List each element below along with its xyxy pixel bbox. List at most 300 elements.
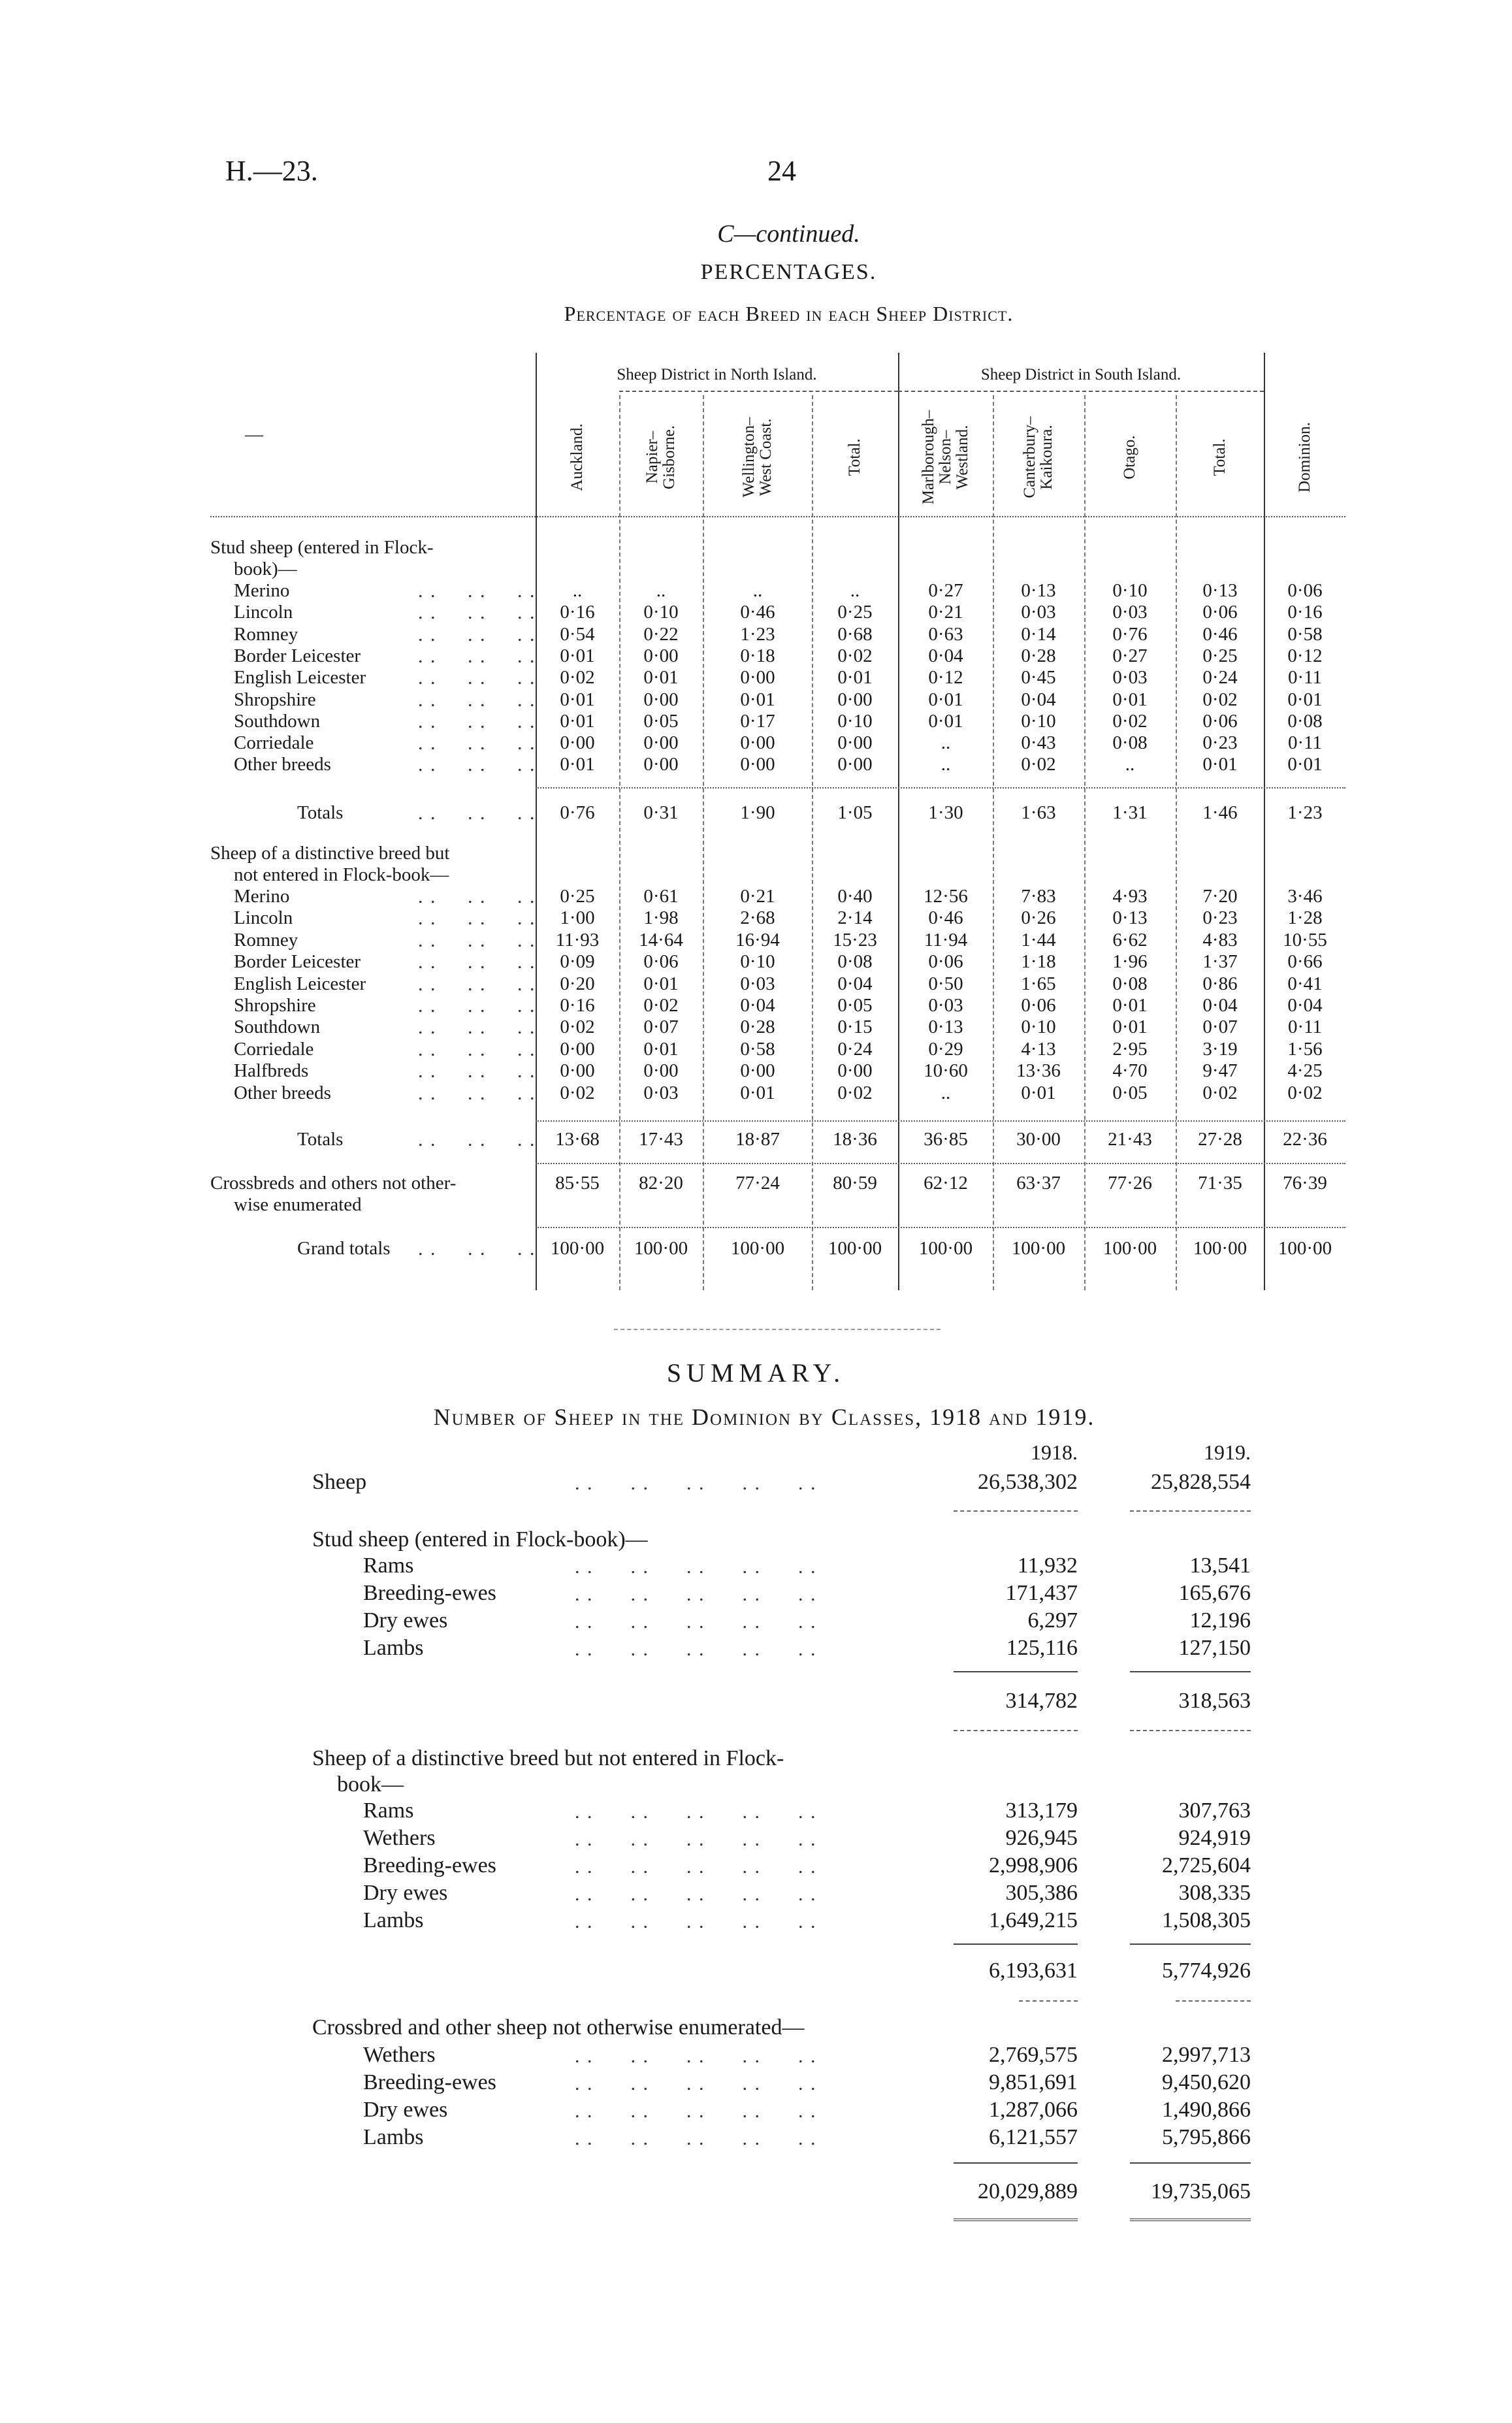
stud-row-label: Merino [234,580,290,601]
stud-row-value: 0·46 [740,602,775,623]
table-rule-section1 [536,787,1345,789]
distinctive-summary-row-1918: 305,386 [1005,1881,1078,1905]
stud-summary-row-1919: 165,676 [1178,1581,1251,1605]
column-header: Total. [1211,438,1229,476]
distinctive-row-value: 10·55 [1283,930,1327,951]
crossbred-summary-row-label: Wethers [363,2043,436,2067]
summary-rule [954,1730,1078,1731]
distinctive-row-value: 0·02 [1287,1082,1323,1103]
distinctive-row-label: Corriedale [234,1039,314,1060]
distinctive-row-label: Border Leicester [234,951,361,972]
distinctive-row-value: 0·02 [1202,1082,1238,1103]
stud-row-value: 0·02 [1021,754,1056,775]
distinctive-row-value: 0·24 [837,1039,873,1060]
dot-leader: . . . . . . . . . . [575,2045,817,2067]
group-header-north: Sheep District in North Island. [617,366,817,383]
crossbreds-value: 77·24 [735,1173,780,1194]
stud-row-value: 0·18 [740,645,775,666]
distinctive-row-value: 0·01 [1112,995,1148,1016]
percentages-title: PERCENTAGES. [700,260,877,284]
stud-summary-row-1919: 127,150 [1178,1636,1251,1660]
stud-row-label: Shropshire [234,689,316,710]
distinctive-summary-row-1918: 2,998,906 [989,1853,1078,1878]
distinctive-total-1918: 6,193,631 [989,1959,1078,1983]
distinctive-row-value: 0·00 [560,1060,595,1081]
crossbred-total-1919: 19,735,065 [1151,2179,1251,2203]
column-header: Otago. [1121,435,1138,480]
column-header: Marlborough–Nelson–Westland. [920,410,971,505]
distinctive-row-value: 0·07 [643,1016,679,1037]
distinctive-summary-row-1918: 926,945 [1005,1826,1078,1850]
distinctive-row-value: 10·60 [924,1060,968,1081]
grand-totals-value: 100·00 [1278,1238,1332,1259]
table-rule-header [210,516,1345,517]
crossbreds-value: 71·35 [1198,1173,1242,1194]
distinctive-row-value: 0·26 [1021,907,1056,928]
distinctive-row-value: 0·20 [560,973,595,994]
stud-row-value: 0·08 [1287,711,1323,732]
table-rule-vertical [898,353,899,1290]
stud-summary-row-1918: 11,932 [1017,1553,1078,1578]
table-rule-vertical-thin [993,395,994,1290]
distinctive-row-value: 0·00 [643,1060,679,1081]
crossbred-summary-row-1918: 6,121,557 [989,2125,1078,2149]
stud-row-value: 0·01 [1202,754,1238,775]
stud-row-value: 0·22 [643,624,679,645]
stud-row-value: 0·01 [643,667,679,688]
stud-row-value: 0·02 [560,667,595,688]
distinctive-summary-row-1919: 924,919 [1178,1826,1251,1850]
subtotal-rule [954,2162,1078,2164]
table-rule-vertical-thin [1084,395,1086,1290]
distinctive-row-value: 1·65 [1021,973,1056,994]
dot-leader: . . . . . . . . . . [575,1611,817,1633]
distinctive-row-value: 0·03 [928,995,963,1016]
stud-row-value: 0·13 [1021,580,1056,601]
distinctive-row-value: 0·40 [837,886,873,907]
dot-leader: . . . . . . [418,951,536,973]
distinctive-row-value: 0·04 [1202,995,1238,1016]
distinctive-row-value: 0·07 [1202,1016,1238,1037]
crossbred-summary-row-1918: 2,769,575 [989,2043,1078,2067]
distinctive-row-value: 0·03 [740,973,775,994]
stud-row-value: 0·01 [1112,689,1148,710]
distinctive-row-label: Southdown [234,1016,321,1037]
stud-summary-row-1918: 171,437 [1005,1581,1078,1605]
distinctive-summary-row-label: Rams [363,1798,414,1823]
distinctive-row-value: 2·68 [740,907,775,928]
crossbreds-value: 77·26 [1108,1173,1152,1194]
stud-row-value: 0·01 [928,711,963,732]
dot-leader: . . . . . . [418,907,536,929]
stud-totals-value: 1·31 [1112,802,1148,823]
stud-row-value: 0·00 [643,645,679,666]
distinctive-row-value: 0·06 [643,951,679,972]
stud-summary-row-label: Lambs [363,1636,424,1660]
dot-leader: . . . . . . [418,602,536,623]
stud-summary-row-1918: 125,116 [1006,1636,1078,1660]
stud-row-value: 0·01 [1287,689,1323,710]
sheep-row-1918: 26,538,302 [978,1470,1078,1494]
table-rule-vertical-thin [812,395,813,1290]
distinctive-row-value: 0·02 [560,1082,595,1103]
stud-heading: Stud sheep (entered in Flock-book)— [312,1527,648,1552]
crossbred-summary-row-1919: 9,450,620 [1162,2070,1251,2094]
stud-row-value: .. [850,580,860,601]
crossbred-summary-row-1918: 9,851,691 [989,2070,1078,2094]
crossbred-heading: Crossbred and other sheep not otherwise enumerated— [312,2015,805,2040]
distinctive-row-value: 0·01 [643,1039,679,1060]
distinctive-row-value: 0·10 [740,951,775,972]
stud-row-value: .. [656,580,666,601]
dot-leader: . . . . . . . . . . [575,1911,817,1932]
sheep-row-label: Sheep [312,1470,367,1494]
stud-row-value: 1·23 [740,624,775,645]
stud-summary-row-label: Rams [363,1553,414,1578]
stud-totals-value: 1·90 [740,802,775,823]
table-rule-vertical-thin [1176,395,1177,1290]
summary-title: SUMMARY. [666,1358,846,1388]
stud-totals-value: 1·46 [1202,802,1238,823]
distinctive-row-value: 1·00 [560,907,595,928]
stud-row-value: 0·05 [643,711,679,732]
distinctive-heading: book— [337,1772,404,1797]
dot-leader: . . . . . . . . . . [575,2073,817,2094]
stud-row-value: 0·10 [643,602,679,623]
stud-row-value: 0·04 [928,645,963,666]
stud-row-value: 0·01 [560,754,595,775]
stud-row-value: 0·43 [1021,732,1056,753]
distinctive-row-value: 0·06 [1021,995,1056,1016]
stud-row-value: 0·14 [1021,624,1056,645]
distinctive-row-value: 0·41 [1287,973,1323,994]
dot-leader: . . . . . . . . . . [575,1883,817,1905]
distinctive-row-value: 11·93 [555,930,600,951]
section-heading: Sheep of a distinctive breed but [210,843,450,864]
grand-totals-value: 100·00 [634,1238,688,1259]
table-rule-crossbred [536,1227,1345,1228]
distinctive-row-value: 15·23 [833,930,877,951]
distinctive-summary-row-1919: 307,763 [1178,1798,1251,1823]
stud-row-value: 0·04 [1021,689,1056,710]
dot-leader: . . . . . . [418,1082,536,1104]
grand-totals-value: 100·00 [1011,1238,1066,1259]
distinctive-row-value: 0·28 [740,1016,775,1037]
distinctive-total-1919: 5,774,926 [1162,1959,1251,1983]
distinctive-row-value: 0·13 [928,1016,963,1037]
stud-row-value: 0·24 [1202,667,1238,688]
stud-row-value: 0·27 [1112,645,1148,666]
table-rule-top [619,391,898,392]
dot-leader: . . . . . . . . . . [575,1638,817,1660]
crossbreds-value: 82·20 [639,1173,683,1194]
stud-row-value: 0·03 [1021,602,1056,623]
distinctive-row-value: 0·02 [560,1016,595,1037]
year-header-1919: 1919. [1204,1440,1251,1464]
distinctive-row-value: 1·56 [1287,1039,1323,1060]
table-rule-bottom [614,1329,941,1330]
dot-leader: . . . . . . [418,930,536,951]
section-heading: not entered in Flock-book— [234,864,449,885]
distinctive-row-value: 11·94 [924,930,968,951]
stud-row-value: 0·23 [1202,732,1238,753]
table-rule-top [898,391,1264,392]
page-number: 24 [767,155,796,187]
table-rule-totals [536,1163,1345,1164]
distinctive-row-value: 1·18 [1021,951,1056,972]
dot-leader: . . . . . . [418,1060,536,1082]
stud-row-value: .. [752,580,763,601]
crossbred-summary-row-label: Lambs [363,2125,424,2149]
distinctive-row-label: Romney [234,930,298,951]
stud-row-value: 0·00 [643,754,679,775]
distinctive-row-value: 6·62 [1112,930,1148,951]
stud-row-label: English Leicester [234,667,366,688]
dot-leader: . . . . . . [418,995,536,1016]
stud-row-value: 0·21 [928,602,963,623]
stud-total-1919: 318,563 [1178,1689,1251,1713]
stud-row-value: 0·58 [1287,624,1323,645]
dot-leader: . . . . . . [418,624,536,645]
distinctive-row-value: 0·04 [1287,995,1323,1016]
stud-row-value: 0·76 [1112,624,1148,645]
sheep-row-1919: 25,828,554 [1151,1470,1251,1494]
dot-leader: . . . . . . [418,754,536,775]
grand-totals-value: 100·00 [730,1238,785,1259]
summary-rule [1019,2000,1078,2002]
distinctive-summary-row-1919: 1,508,305 [1162,1908,1251,1932]
table-rule-vertical-thin [703,395,704,1290]
distinctive-summary-row-1919: 308,335 [1178,1881,1251,1905]
stud-summary-row-label: Breeding-ewes [363,1581,496,1605]
distinctive-row-value: 9·47 [1202,1060,1238,1081]
subtotal-rule [1130,1943,1251,1945]
summary-rule [1176,2000,1251,2002]
grand-rule [1130,2219,1251,2221]
stud-row-value: 0·01 [1287,754,1323,775]
dot-leader: . . . . . . . . . . [575,1856,817,1878]
distinctive-row-label: Shropshire [234,995,316,1016]
stud-row-value: 0·28 [1021,645,1056,666]
stud-row-value: 0·00 [643,689,679,710]
distinctive-row-value: 2·95 [1112,1039,1148,1060]
distinctive-summary-row-1919: 2,725,604 [1162,1853,1251,1878]
distinctive-row-value: 0·05 [1112,1082,1148,1103]
distinctive-row-value: 0·02 [643,995,679,1016]
distinctive-row-value: 0·58 [740,1039,775,1060]
stud-row-value: 0·06 [1202,602,1238,623]
stud-totals-value: 1·23 [1287,802,1323,823]
distinctive-row-value: 4·13 [1021,1039,1056,1060]
column-header: Canterbury–Kaikoura. [1021,416,1055,498]
stud-row-value: 0·46 [1202,624,1238,645]
distinctive-row-value: 0·08 [1112,973,1148,994]
stud-row-value: 0·00 [560,732,595,753]
crossbreds-value: 62·12 [924,1173,968,1194]
distinctive-summary-row-label: Breeding-ewes [363,1853,496,1878]
distinctive-totals-label: Totals [297,1129,344,1150]
distinctive-row-value: 7·83 [1021,886,1056,907]
distinctive-row-value: 3·19 [1202,1039,1238,1060]
distinctive-row-value: 0·16 [560,995,595,1016]
stud-row-value: 0·25 [1202,645,1238,666]
crossbred-summary-row-1919: 5,795,866 [1162,2125,1251,2149]
dot-leader: . . . . . . [418,1016,536,1038]
crossbreds-value: 85·55 [555,1173,600,1194]
distinctive-heading: Sheep of a distinctive breed but not entered in Flock- [312,1746,784,1770]
distinctive-row-value: 4·25 [1287,1060,1323,1081]
stud-row-value: 0·01 [560,689,595,710]
dot-leader: . . . . . . . . . . [575,2128,817,2149]
distinctive-summary-row-1918: 313,179 [1005,1798,1078,1823]
dot-leader: . . . . . . . . . . [575,2100,817,2122]
distinctive-totals-value: 18·87 [735,1129,780,1150]
distinctive-summary-row-label: Lambs [363,1908,424,1932]
distinctive-row-value: 3·46 [1287,886,1323,907]
dot-leader: . . . . . . . . . . [575,1829,817,1850]
distinctive-row-value: 0·03 [643,1082,679,1103]
stud-row-value: 0·54 [560,624,595,645]
stud-row-value: 0·02 [1112,711,1148,732]
summary-rule [1130,1510,1251,1512]
stud-summary-row-1919: 13,541 [1189,1553,1251,1578]
distinctive-row-value: 0·00 [740,1060,775,1081]
distinctive-row-value: 0·00 [560,1039,595,1060]
stud-row-value: .. [941,732,951,753]
distinctive-summary-row-label: Wethers [363,1826,436,1850]
crossbreds-label: wise enumerated [234,1194,362,1215]
dot-leader: . . . . . . . . . . [575,1584,817,1605]
distinctive-row-value: 0·01 [643,973,679,994]
subtotal-rule [954,1671,1078,1672]
stud-row-label: Corriedale [234,732,314,753]
distinctive-row-value: 14·64 [639,930,683,951]
distinctive-row-value: 0·05 [837,995,873,1016]
stud-row-value: 0·02 [837,645,873,666]
distinctive-row-value: 13·36 [1016,1060,1061,1081]
section-heading: Stud sheep (entered in Flock- [210,537,434,558]
stud-row-value: .. [572,580,583,601]
stud-row-label: Lincoln [234,602,293,623]
dot-leader: . . . . . . [418,1129,536,1150]
table-rule-vertical-thin [619,395,620,1290]
distinctive-row-value: 7·20 [1202,886,1238,907]
stud-row-value: 0·45 [1021,667,1056,688]
stud-totals-value: 0·31 [643,802,679,823]
crossbred-summary-row-1918: 1,287,066 [989,2098,1078,2122]
distinctive-row-value: 4·70 [1112,1060,1148,1081]
table-rule-section2 [536,1120,1345,1122]
dot-leader: . . . . . . [418,732,536,754]
crossbreds-value: 76·39 [1283,1173,1327,1194]
crossbred-summary-row-1919: 1,490,866 [1162,2098,1251,2122]
stud-summary-row-1918: 6,297 [1027,1608,1078,1633]
distinctive-totals-value: 27·28 [1198,1129,1242,1150]
summary-rule [1130,1730,1251,1731]
distinctive-row-value: 0·00 [837,1060,873,1081]
distinctive-row-value: 0·08 [837,951,873,972]
distinctive-row-value: 1·44 [1021,930,1056,951]
distinctive-row-value: 0·06 [928,951,963,972]
distinctive-totals-value: 17·43 [639,1129,683,1150]
grand-totals-value: 100·00 [1193,1238,1247,1259]
grand-totals-value: 100·00 [1102,1238,1157,1259]
stud-row-value: 0·13 [1202,580,1238,601]
stud-row-value: 0·17 [740,711,775,732]
distinctive-row-value: 0·01 [1021,1082,1056,1103]
distinctive-row-value: 0·04 [740,995,775,1016]
distinctive-row-label: English Leicester [234,973,366,994]
stud-row-value: 0·00 [837,754,873,775]
stud-row-value: 0·06 [1287,580,1323,601]
stud-row-value: 0·68 [837,624,873,645]
stud-summary-row-label: Dry ewes [363,1608,448,1633]
distinctive-row-value: 0·86 [1202,973,1238,994]
distinctive-row-value: 1·96 [1112,951,1148,972]
distinctive-totals-value: 30·00 [1016,1129,1061,1150]
group-header-south: Sheep District in South Island. [980,366,1182,383]
stud-totals-value: 1·05 [837,802,873,823]
grand-totals-label: Grand totals [297,1238,391,1259]
stud-row-value: 0·06 [1202,711,1238,732]
stud-row-value: 0·12 [1287,645,1323,666]
grand-totals-value: 100·00 [828,1238,882,1259]
distinctive-totals-value: 22·36 [1283,1129,1327,1150]
distinctive-summary-row-1918: 1,649,215 [989,1908,1078,1932]
stud-row-value: 0·03 [1112,602,1148,623]
stud-row-value: 0·03 [1112,667,1148,688]
stud-row-value: 0·16 [560,602,595,623]
stud-row-label: Romney [234,624,298,645]
stud-row-value: 0·00 [740,732,775,753]
distinctive-row-value: 0·29 [928,1039,963,1060]
distinctive-row-value: 1·28 [1287,907,1323,928]
summary-subtitle: Number of Sheep in the Dominion by Classes, 1918 and 1919. [433,1404,1095,1430]
stud-row-value: 0·00 [837,732,873,753]
stud-total-1918: 314,782 [1005,1689,1078,1713]
stud-row-value: 0·11 [1287,732,1323,753]
dot-leader: . . . . . . [418,645,536,667]
stud-row-value: 0·01 [837,667,873,688]
distinctive-row-value: 0·23 [1202,907,1238,928]
stud-row-value: 0·00 [740,754,775,775]
dot-leader: . . . . . . [418,1238,536,1260]
crossbreds-value: 80·59 [833,1173,877,1194]
stud-row-value: 0·11 [1287,667,1323,688]
stud-row-value: 0·00 [837,689,873,710]
percentages-subtitle: Percentage of each Breed in each Sheep District. [564,302,1014,325]
dot-leader: . . . . . . [418,1039,536,1060]
column-header: Total. [846,438,863,476]
stud-row-value: 0·01 [928,689,963,710]
dot-leader: . . . . . . . . . . [575,1801,817,1823]
stud-row-value: 0·02 [1202,689,1238,710]
stud-row-value: 0·12 [928,667,963,688]
crossbred-summary-row-1919: 2,997,713 [1162,2043,1251,2067]
distinctive-row-value: 0·25 [560,886,595,907]
stud-totals-label: Totals [297,802,344,823]
stud-row-value: 0·10 [1021,711,1056,732]
column-header: Auckland. [568,423,586,491]
stud-row-value: .. [1125,754,1135,775]
stud-row-value: 0·10 [837,711,873,732]
column-header: Wellington–West Coast. [740,417,775,498]
distinctive-row-value: 0·13 [1112,907,1148,928]
dot-leader: . . . . . . [418,711,536,732]
dot-leader: . . . . . . [418,580,536,602]
stud-row-value: 0·63 [928,624,963,645]
distinctive-row-value: 2·14 [837,907,873,928]
